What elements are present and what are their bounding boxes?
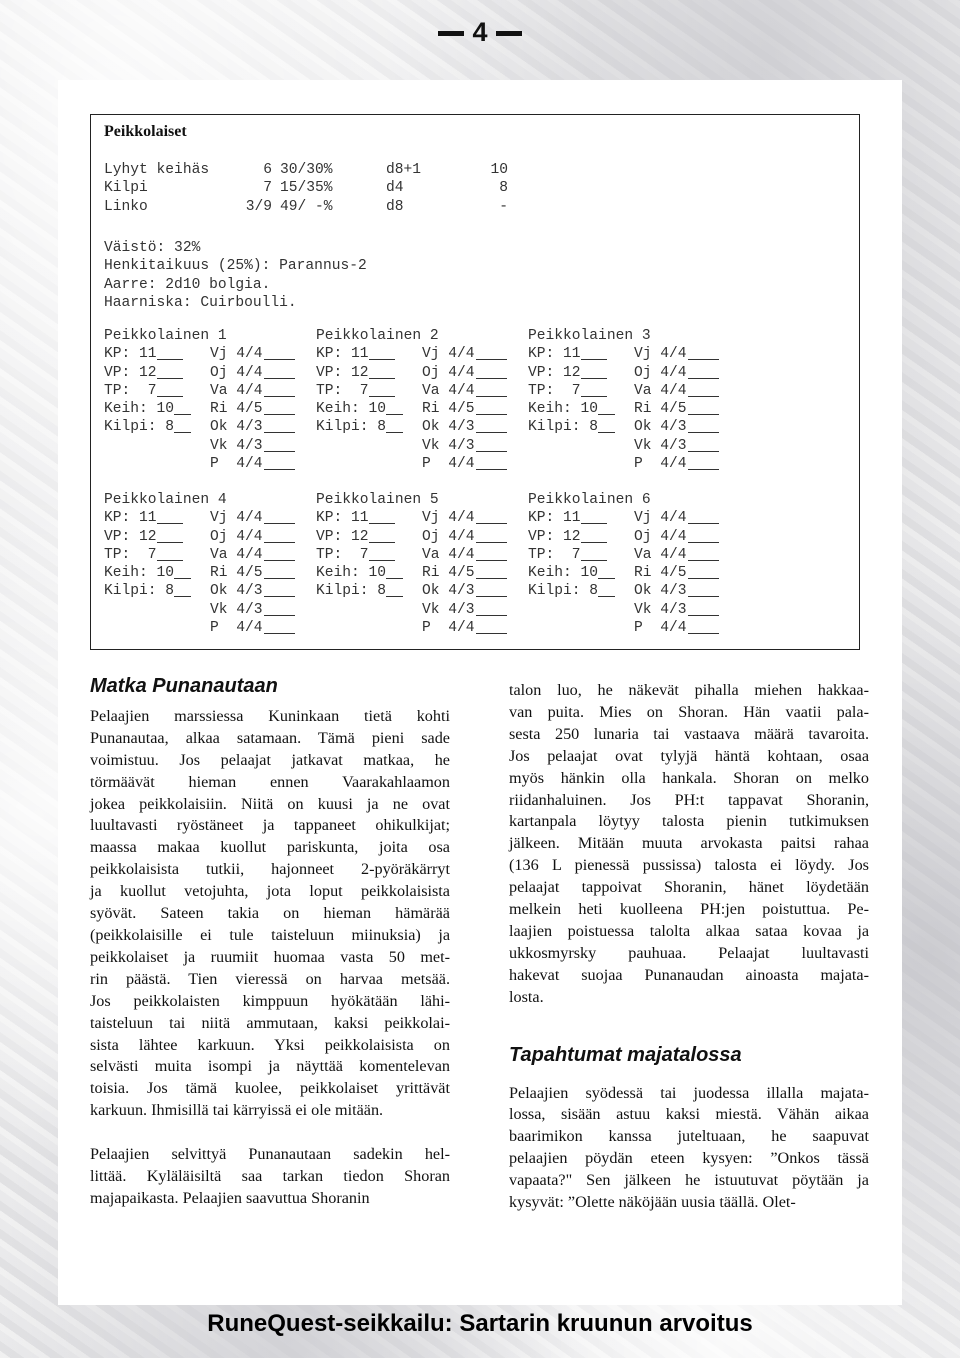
stat-line: [316, 546, 516, 564]
blank-left: [369, 382, 395, 397]
blank-right: [264, 455, 295, 470]
stat-left: VP: 12: [104, 528, 157, 545]
stat-left: VP: 12: [528, 364, 581, 381]
stat-box: [90, 114, 860, 650]
creature-label-text: Peikkolainen 2: [316, 328, 439, 344]
stat-right: P 4/4: [210, 620, 263, 637]
weapon-name: Lyhyt keihäs: [104, 162, 210, 178]
blank-right: [688, 345, 719, 360]
blank-right: [476, 400, 507, 415]
stat-line: [104, 418, 304, 436]
blank-right: [264, 400, 295, 415]
blank-left: [174, 418, 191, 433]
stat-right: Ok 4/3: [422, 419, 475, 436]
stat-right: Vj 4/4: [210, 346, 263, 363]
text-line: littää. Kyläläisiltä saa tarkan tiedon Shoran: [90, 1167, 450, 1186]
creature-block-4: [104, 491, 304, 637]
blank-right: [476, 564, 507, 579]
heading-tapahtumat: Tapahtumat majatalossa: [509, 1043, 742, 1066]
creature-block-3: [528, 327, 728, 473]
info-line: Haarniska: Cuirboulli.: [104, 294, 297, 311]
blank-left: [581, 382, 607, 397]
info-line: Henkitaikuus (25%): Parannus-2: [104, 258, 367, 275]
stat-right: Va 4/4: [634, 546, 687, 563]
text-line: taisteluun tai niitä ammutaan, kaksi peikkolai-: [90, 1013, 450, 1032]
stat-left: KP: 11: [104, 510, 157, 527]
text-line: baarimikon kanssa juteltuaan, he saapuvat: [509, 1127, 869, 1146]
blank-left: [581, 528, 607, 543]
text-line: talon luo, he näkevät pihalla miehen hakkaa-: [509, 681, 869, 699]
stat-line: [316, 418, 516, 436]
text-line: peikkolaiset ja ruumiit huomaa vasta 50 met-: [90, 947, 450, 966]
stat-line: [104, 400, 304, 418]
stat-line: [528, 418, 728, 436]
stat-line: [104, 601, 304, 619]
stat-line: [316, 364, 516, 382]
stat-line: [316, 619, 516, 637]
text-line: pelaajien pöydän eteen kysyen: ”Onkos tässä: [509, 1149, 869, 1168]
blank-left: [598, 564, 615, 579]
blank-right: [264, 345, 295, 360]
stat-line: [528, 509, 728, 527]
stat-line: [104, 364, 304, 382]
stat-line: [104, 582, 304, 600]
stat-right: Ri 4/5: [422, 565, 475, 582]
page-number: 4: [0, 14, 960, 50]
blank-right: [264, 364, 295, 379]
stat-right: Ok 4/3: [634, 419, 687, 436]
stat-line: [316, 437, 516, 455]
stat-right: Ri 4/5: [634, 401, 687, 418]
stat-right: Oj 4/4: [634, 364, 687, 381]
stat-left: Kilpi: 8: [104, 583, 175, 600]
blank-left: [386, 418, 403, 433]
stat-right: Ok 4/3: [210, 583, 263, 600]
blank-right: [264, 582, 295, 597]
blank-right: [688, 418, 719, 433]
blank-right: [688, 364, 719, 379]
blank-left: [157, 546, 183, 561]
blank-right: [476, 345, 507, 360]
creature-label: [316, 327, 516, 345]
creature-label-text: Peikkolainen 4: [104, 492, 227, 508]
weapon-pct: 30/30%: [280, 162, 333, 178]
creature-label-text: Peikkolainen 1: [104, 328, 227, 344]
stat-right: Ok 4/3: [210, 419, 263, 436]
stat-left: Kilpi: 8: [528, 419, 599, 436]
stat-left: VP: 12: [104, 364, 157, 381]
stat-right: Ri 4/5: [210, 401, 263, 418]
blank-left: [581, 364, 607, 379]
stat-right: Vj 4/4: [422, 510, 475, 527]
blank-right: [476, 364, 507, 379]
right-column: [509, 680, 869, 1214]
weapon-pct: 49/ -%: [280, 198, 333, 215]
stat-right: Ri 4/5: [634, 565, 687, 582]
text-line: voimistuu. Jos pelaajat jatkavat matkaa, he: [90, 750, 450, 769]
blank-right: [476, 582, 507, 597]
creature-label: [104, 491, 304, 509]
creature-label: [528, 327, 728, 345]
stat-right: Ok 4/3: [634, 583, 687, 600]
blank-left: [598, 418, 615, 433]
stat-line: [528, 619, 728, 637]
stat-right: Va 4/4: [422, 546, 475, 563]
blank-left: [598, 582, 615, 597]
blank-right: [264, 437, 295, 452]
blank-left: [174, 582, 191, 597]
stat-left: Keih: 10: [528, 401, 599, 418]
blank-right: [688, 509, 719, 524]
stat-left: Keih: 10: [316, 565, 387, 582]
stat-left: Kilpi: 8: [528, 583, 599, 600]
blank-right: [688, 582, 719, 597]
blank-right: [264, 509, 295, 524]
stat-left: TP: 7: [528, 546, 581, 563]
stat-left: Keih: 10: [104, 401, 175, 418]
left-paragraph-2: [90, 1144, 450, 1210]
text-line: kysyvät: ”Olette näköjään uusia täällä. Olet-: [509, 1193, 796, 1212]
stat-line: [528, 601, 728, 619]
creature-label-text: Peikkolainen 5: [316, 492, 439, 508]
blank-right: [264, 528, 295, 543]
blank-right: [264, 619, 295, 634]
stat-right: Vk 4/3: [634, 437, 687, 454]
stat-line: [528, 455, 728, 473]
stat-line: [528, 364, 728, 382]
weapon-name: Linko: [104, 198, 148, 215]
stat-left: TP: 7: [316, 382, 369, 399]
blank-right: [264, 601, 295, 616]
blank-left: [157, 509, 183, 524]
stat-right: Ok 4/3: [422, 583, 475, 600]
stat-left: Keih: 10: [316, 401, 387, 418]
creature-block-6: [528, 491, 728, 637]
dash-left: [438, 31, 464, 36]
blank-left: [369, 345, 395, 360]
weapon-skill: 7: [263, 180, 272, 197]
stat-line: [528, 382, 728, 400]
stat-right: Va 4/4: [634, 382, 687, 399]
stat-right: P 4/4: [210, 456, 263, 473]
blank-left: [386, 582, 403, 597]
blank-right: [688, 382, 719, 397]
stat-right: Vj 4/4: [210, 510, 263, 527]
stat-right: Vj 4/4: [634, 510, 687, 527]
stat-left: KP: 11: [104, 346, 157, 363]
text-line: pelaajat tappoivat Shoranin, hänet löydetään: [509, 878, 869, 897]
stat-left: VP: 12: [528, 528, 581, 545]
stat-line: [316, 455, 516, 473]
stat-left: KP: 11: [316, 346, 369, 363]
stat-left: TP: 7: [104, 382, 157, 399]
stat-left: TP: 7: [316, 546, 369, 563]
stat-right: P 4/4: [634, 620, 687, 637]
blank-right: [264, 546, 295, 561]
text-line: (136 L pienessä pussissa) talosta ei löydy. Jos: [509, 856, 869, 875]
stat-right: Va 4/4: [422, 382, 475, 399]
blank-left: [174, 400, 191, 415]
text-line: toisia. Jos tämä kuolee, peikkolaiset yrittävät: [90, 1079, 450, 1098]
stat-right: Oj 4/4: [210, 364, 263, 381]
stat-right: Vk 4/3: [634, 601, 687, 618]
text-line: (peikkolaisille ei tule taisteluun miinuksia) ja: [90, 925, 450, 944]
blank-right: [476, 437, 507, 452]
left-column: [90, 676, 450, 1210]
weapon-skill: 6: [263, 162, 272, 178]
text-line: riidanhaluinen. Jos PH:t tappavat Shoranin,: [509, 790, 869, 809]
blank-right: [688, 601, 719, 616]
weapon-row: [104, 198, 524, 216]
stat-right: Vj 4/4: [422, 346, 475, 363]
stat-line: [316, 528, 516, 546]
right-paragraph-2: [509, 1083, 869, 1214]
stat-line: [104, 382, 304, 400]
text-line: melkein heti kuolleena PH:jen poistuttua. Pe-: [509, 900, 869, 919]
blank-left: [157, 382, 183, 397]
blank-left: [369, 509, 395, 524]
weapon-hp: -: [499, 198, 508, 215]
text-line: Pelaajien syödessä tai juodessa illalla majata-: [509, 1083, 869, 1102]
text-line: lossa, sisään astuu kaksi miestä. Vähän aikaa: [509, 1105, 869, 1124]
stat-line: [104, 345, 304, 363]
dash-right: [496, 31, 522, 36]
stat-line: [104, 619, 304, 637]
weapon-hp: 10: [490, 162, 508, 178]
stat-right: Vk 4/3: [422, 437, 475, 454]
blank-right: [688, 564, 719, 579]
stat-left: Kilpi: 8: [316, 583, 387, 600]
stat-line: [104, 509, 304, 527]
stat-line: [316, 400, 516, 418]
blank-left: [369, 546, 395, 561]
blank-left: [386, 400, 403, 415]
blank-right: [476, 509, 507, 524]
stat-right: Oj 4/4: [210, 528, 263, 545]
text-line: Jos peikkolaisten kimppuun hyökätään lähi-: [90, 991, 450, 1010]
stat-line: [104, 546, 304, 564]
text-line: törmäävät hieman ennen Vaarakahlaamon: [90, 772, 450, 791]
stat-line: [316, 509, 516, 527]
blank-right: [476, 418, 507, 433]
weapon-name: Kilpi: [104, 180, 148, 197]
blank-left: [157, 345, 183, 360]
weapon-skill: 3/9: [245, 198, 272, 215]
creature-label-text: Peikkolainen 6: [528, 492, 651, 508]
stat-line: [316, 564, 516, 582]
stat-left: TP: 7: [104, 546, 157, 563]
stat-right: Va 4/4: [210, 382, 263, 399]
stat-line: [528, 582, 728, 600]
stat-left: VP: 12: [316, 364, 369, 381]
blank-left: [581, 345, 607, 360]
blank-right: [688, 400, 719, 415]
blank-left: [581, 546, 607, 561]
stat-right: Oj 4/4: [422, 364, 475, 381]
blank-left: [369, 364, 395, 379]
stat-right: Oj 4/4: [422, 528, 475, 545]
creature-label: [104, 327, 304, 345]
stat-line: [528, 400, 728, 418]
text-line: kartanpala löytyy talosta pienin tutkimuksen: [509, 812, 869, 831]
stat-line: [104, 528, 304, 546]
text-line: Punanautaa, alkaa satamaan. Tämä pieni sade: [90, 728, 450, 747]
text-line: ukkosmyrsky pauhuaa. Pelaajat luultavasti: [509, 943, 869, 962]
info-line: Aarre: 2d10 bolgia.: [104, 276, 271, 293]
heading-matka: Matka Punanautaan: [90, 675, 278, 697]
stat-line: [316, 582, 516, 600]
stat-line: [528, 546, 728, 564]
blank-right: [688, 528, 719, 543]
weapon-damage: d4: [386, 180, 404, 197]
stat-line: [528, 528, 728, 546]
blank-right: [688, 546, 719, 561]
blank-right: [688, 455, 719, 470]
right-paragraph-1: [509, 680, 869, 1009]
blank-left: [157, 528, 183, 543]
weapon-damage: d8+1: [386, 162, 422, 178]
blank-left: [581, 509, 607, 524]
stat-right: P 4/4: [422, 620, 475, 637]
stat-line: [528, 345, 728, 363]
creature-block-2: [316, 327, 516, 473]
stat-line: [316, 382, 516, 400]
text-line: sesta 250 lunaria tai vastaava määrä tavaroita.: [509, 724, 869, 743]
stat-line: [528, 437, 728, 455]
text-line: laajien poistuessa talolta alkaa sataa kovaa ja: [509, 921, 869, 940]
info-line: Väistö: 32%: [104, 240, 201, 256]
creature-label: [316, 491, 516, 509]
stat-right: Ri 4/5: [210, 565, 263, 582]
text-line: Jos pelaajat ovat tylyjä häntä kohtaan, osaa: [509, 746, 869, 765]
blank-right: [476, 382, 507, 397]
text-line: syövät. Sateen takia on hieman hämärää: [90, 904, 450, 923]
stat-right: Vk 4/3: [422, 601, 475, 618]
stat-line: [104, 455, 304, 473]
stat-line: [104, 437, 304, 455]
stat-right: Va 4/4: [210, 546, 263, 563]
stat-left: Keih: 10: [528, 565, 599, 582]
footer-title: RuneQuest-seikkailu: Sartarin kruunun arvoitus: [207, 1310, 753, 1337]
weapon-pct: 15/35%: [280, 180, 333, 197]
stat-left: KP: 11: [528, 346, 581, 363]
blank-left: [157, 364, 183, 379]
blank-left: [386, 564, 403, 579]
stat-line: [316, 345, 516, 363]
text-line: Pelaajien selvittyä Punanautaan sadekin hel-: [90, 1145, 450, 1164]
stat-left: TP: 7: [528, 382, 581, 399]
blank-right: [264, 382, 295, 397]
blank-right: [264, 564, 295, 579]
stat-right: Ri 4/5: [422, 401, 475, 418]
stat-left: Keih: 10: [104, 565, 175, 582]
text-line: jokea peikkolaisiin. Niitä on kuusi ja ne ovat: [90, 794, 450, 813]
blank-right: [264, 418, 295, 433]
text-line: maassa makaa kuollut pariskunta, joita osa: [90, 838, 450, 857]
left-paragraph-1: [90, 706, 450, 1122]
stat-info: [104, 239, 367, 312]
blank-left: [598, 400, 615, 415]
stat-left: Kilpi: 8: [316, 419, 387, 436]
weapons-table: [104, 161, 524, 216]
stat-line: [316, 601, 516, 619]
weapon-row: [104, 161, 524, 179]
stat-line: [104, 564, 304, 582]
stat-box-title: Peikkolaiset: [104, 123, 187, 140]
stat-left: KP: 11: [528, 510, 581, 527]
blank-right: [688, 619, 719, 634]
stat-right: Oj 4/4: [634, 528, 687, 545]
text-line: karkuun. Ihmisillä tai kärryissä ei ole mitään.: [90, 1101, 384, 1120]
stat-right: P 4/4: [634, 456, 687, 473]
text-line: selvästi muita isompi ja näyttää komentelevan: [90, 1057, 450, 1076]
weapon-damage: d8: [386, 198, 404, 215]
stat-right: Vk 4/3: [210, 437, 263, 454]
blank-right: [476, 601, 507, 616]
stat-right: P 4/4: [422, 456, 475, 473]
text-line: myös hänkin olla hankala. Shoran on melko: [509, 768, 869, 787]
weapon-hp: 8: [499, 180, 508, 197]
text-line: luultavasti ryöstäneet ja tappaneet ohikulkijat;: [90, 816, 450, 835]
stat-left: KP: 11: [316, 510, 369, 527]
creature-block-5: [316, 491, 516, 637]
weapon-row: [104, 179, 524, 197]
text-line: jälkeen. Mitään muuta arvokasta paitsi rahaa: [509, 834, 869, 853]
text-line: vapaata?" Sen jälkeen he istuutuvat pöytään ja: [509, 1171, 869, 1190]
stat-right: Vk 4/3: [210, 601, 263, 618]
stat-line: [528, 564, 728, 582]
text-line: losta.: [509, 987, 544, 1006]
stat-left: Kilpi: 8: [104, 419, 175, 436]
blank-left: [174, 564, 191, 579]
text-line: van puita. Mies on Shoran. Hän vaatii pala-: [509, 702, 869, 721]
creature-label: [528, 491, 728, 509]
blank-right: [476, 619, 507, 634]
blank-left: [369, 528, 395, 543]
text-line: majapaikasta. Pelaajien saavuttua Shoranin: [90, 1188, 370, 1207]
text-line: hakevat suojaa Punanaudan ainoasta majata-: [509, 965, 869, 984]
stat-right: Vj 4/4: [634, 346, 687, 363]
blank-right: [476, 455, 507, 470]
stat-left: VP: 12: [316, 528, 369, 545]
blank-right: [688, 437, 719, 452]
text-line: ja kuollut vetojuhta, jota loput peikkolaisista: [90, 882, 450, 901]
creature-block-1: [104, 327, 304, 473]
blank-right: [476, 528, 507, 543]
text-line: sista lähtee karkuun. Yksi peikkolaisista on: [90, 1035, 450, 1054]
creature-label-text: Peikkolainen 3: [528, 328, 651, 344]
blank-right: [476, 546, 507, 561]
text-line: rin päästä. Tien vieressä on harvaa metsää.: [90, 969, 450, 988]
text-line: Pelaajien marssiessa Kuninkaan tietä kohti: [90, 706, 450, 725]
text-line: peikkolaisista tutkii, hajonneet 2-pyöräkärryt: [90, 860, 450, 879]
